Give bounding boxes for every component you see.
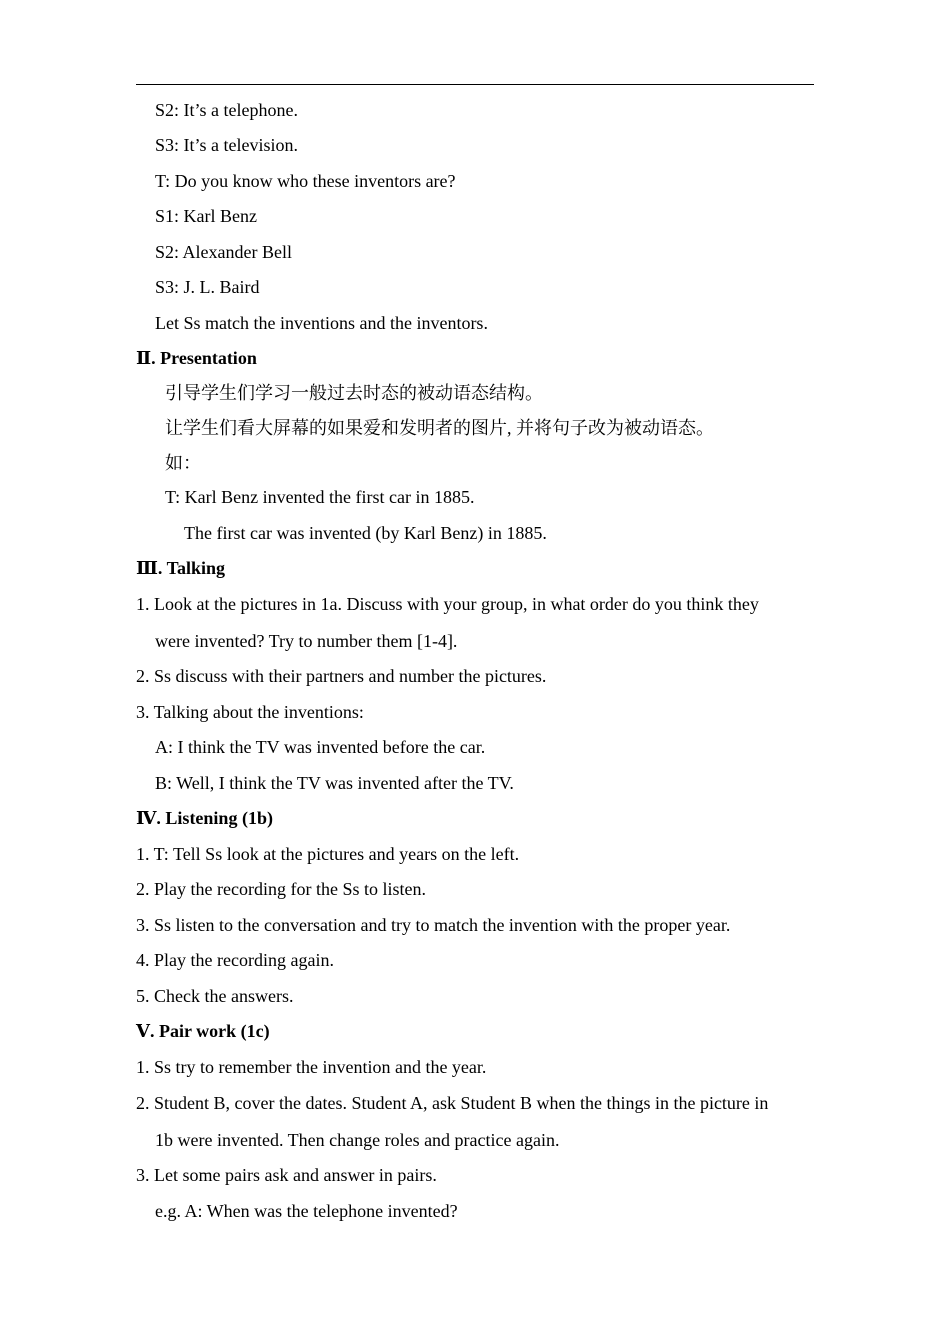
section-heading-presentation: Ⅱ. Presentation	[136, 348, 257, 368]
list-item: 1. T: Tell Ss look at the pictures and years on the left.	[136, 844, 520, 864]
instruction-line: Let Ss match the inventions and the inventors.	[155, 313, 488, 333]
list-item: 2. Student B, cover the dates. Student A, ask Student B when the things in the picture in	[136, 1093, 769, 1113]
chinese-instruction: 引导学生们学习一般过去时态的被动语态结构。	[165, 383, 543, 403]
dialogue-line: S2: Alexander Bell	[155, 242, 292, 262]
example-sentence: The first car was invented (by Karl Benz) in 1885.	[184, 523, 547, 543]
list-item: 3. Talking about the inventions:	[136, 702, 364, 722]
section-heading-talking: Ⅲ. Talking	[136, 558, 225, 578]
header-rule	[136, 84, 814, 85]
dialogue-line: B: Well, I think the TV was invented after the TV.	[155, 773, 514, 793]
list-item-continuation: 1b were invented. Then change roles and practice again.	[155, 1130, 560, 1150]
chinese-instruction: 如：	[165, 453, 201, 473]
dialogue-line: T: Do you know who these inventors are?	[155, 171, 456, 191]
section-heading-listening: Ⅳ. Listening (1b)	[136, 808, 273, 828]
list-item: 3. Ss listen to the conversation and try to match the invention with the proper year.	[136, 915, 731, 935]
list-item: 4. Play the recording again.	[136, 950, 334, 970]
section-heading-pair-work: Ⅴ. Pair work (1c)	[136, 1021, 270, 1041]
list-item: 5. Check the answers.	[136, 986, 294, 1006]
example-dialogue: e.g. A: When was the telephone invented?	[155, 1201, 458, 1221]
list-item: 1. Ss try to remember the invention and the year.	[136, 1057, 487, 1077]
dialogue-line: S3: It’s a television.	[155, 135, 298, 155]
example-sentence: T: Karl Benz invented the first car in 1885.	[165, 487, 475, 507]
dialogue-line: S1: Karl Benz	[155, 206, 257, 226]
dialogue-line: S3: J. L. Baird	[155, 277, 260, 297]
list-item: 3. Let some pairs ask and answer in pairs.	[136, 1165, 437, 1185]
list-item-continuation: were invented? Try to number them [1-4].	[155, 631, 458, 651]
list-item: 2. Play the recording for the Ss to listen.	[136, 879, 426, 899]
list-item: 1. Look at the pictures in 1a. Discuss with your group, in what order do you think they	[136, 594, 759, 614]
chinese-instruction: 让学生们看大屏幕的如果爱和发明者的图片, 并将句子改为被动语态。	[165, 418, 714, 438]
dialogue-line: S2: It’s a telephone.	[155, 100, 298, 120]
list-item: 2. Ss discuss with their partners and number the pictures.	[136, 666, 547, 686]
dialogue-line: A: I think the TV was invented before the car.	[155, 737, 486, 757]
